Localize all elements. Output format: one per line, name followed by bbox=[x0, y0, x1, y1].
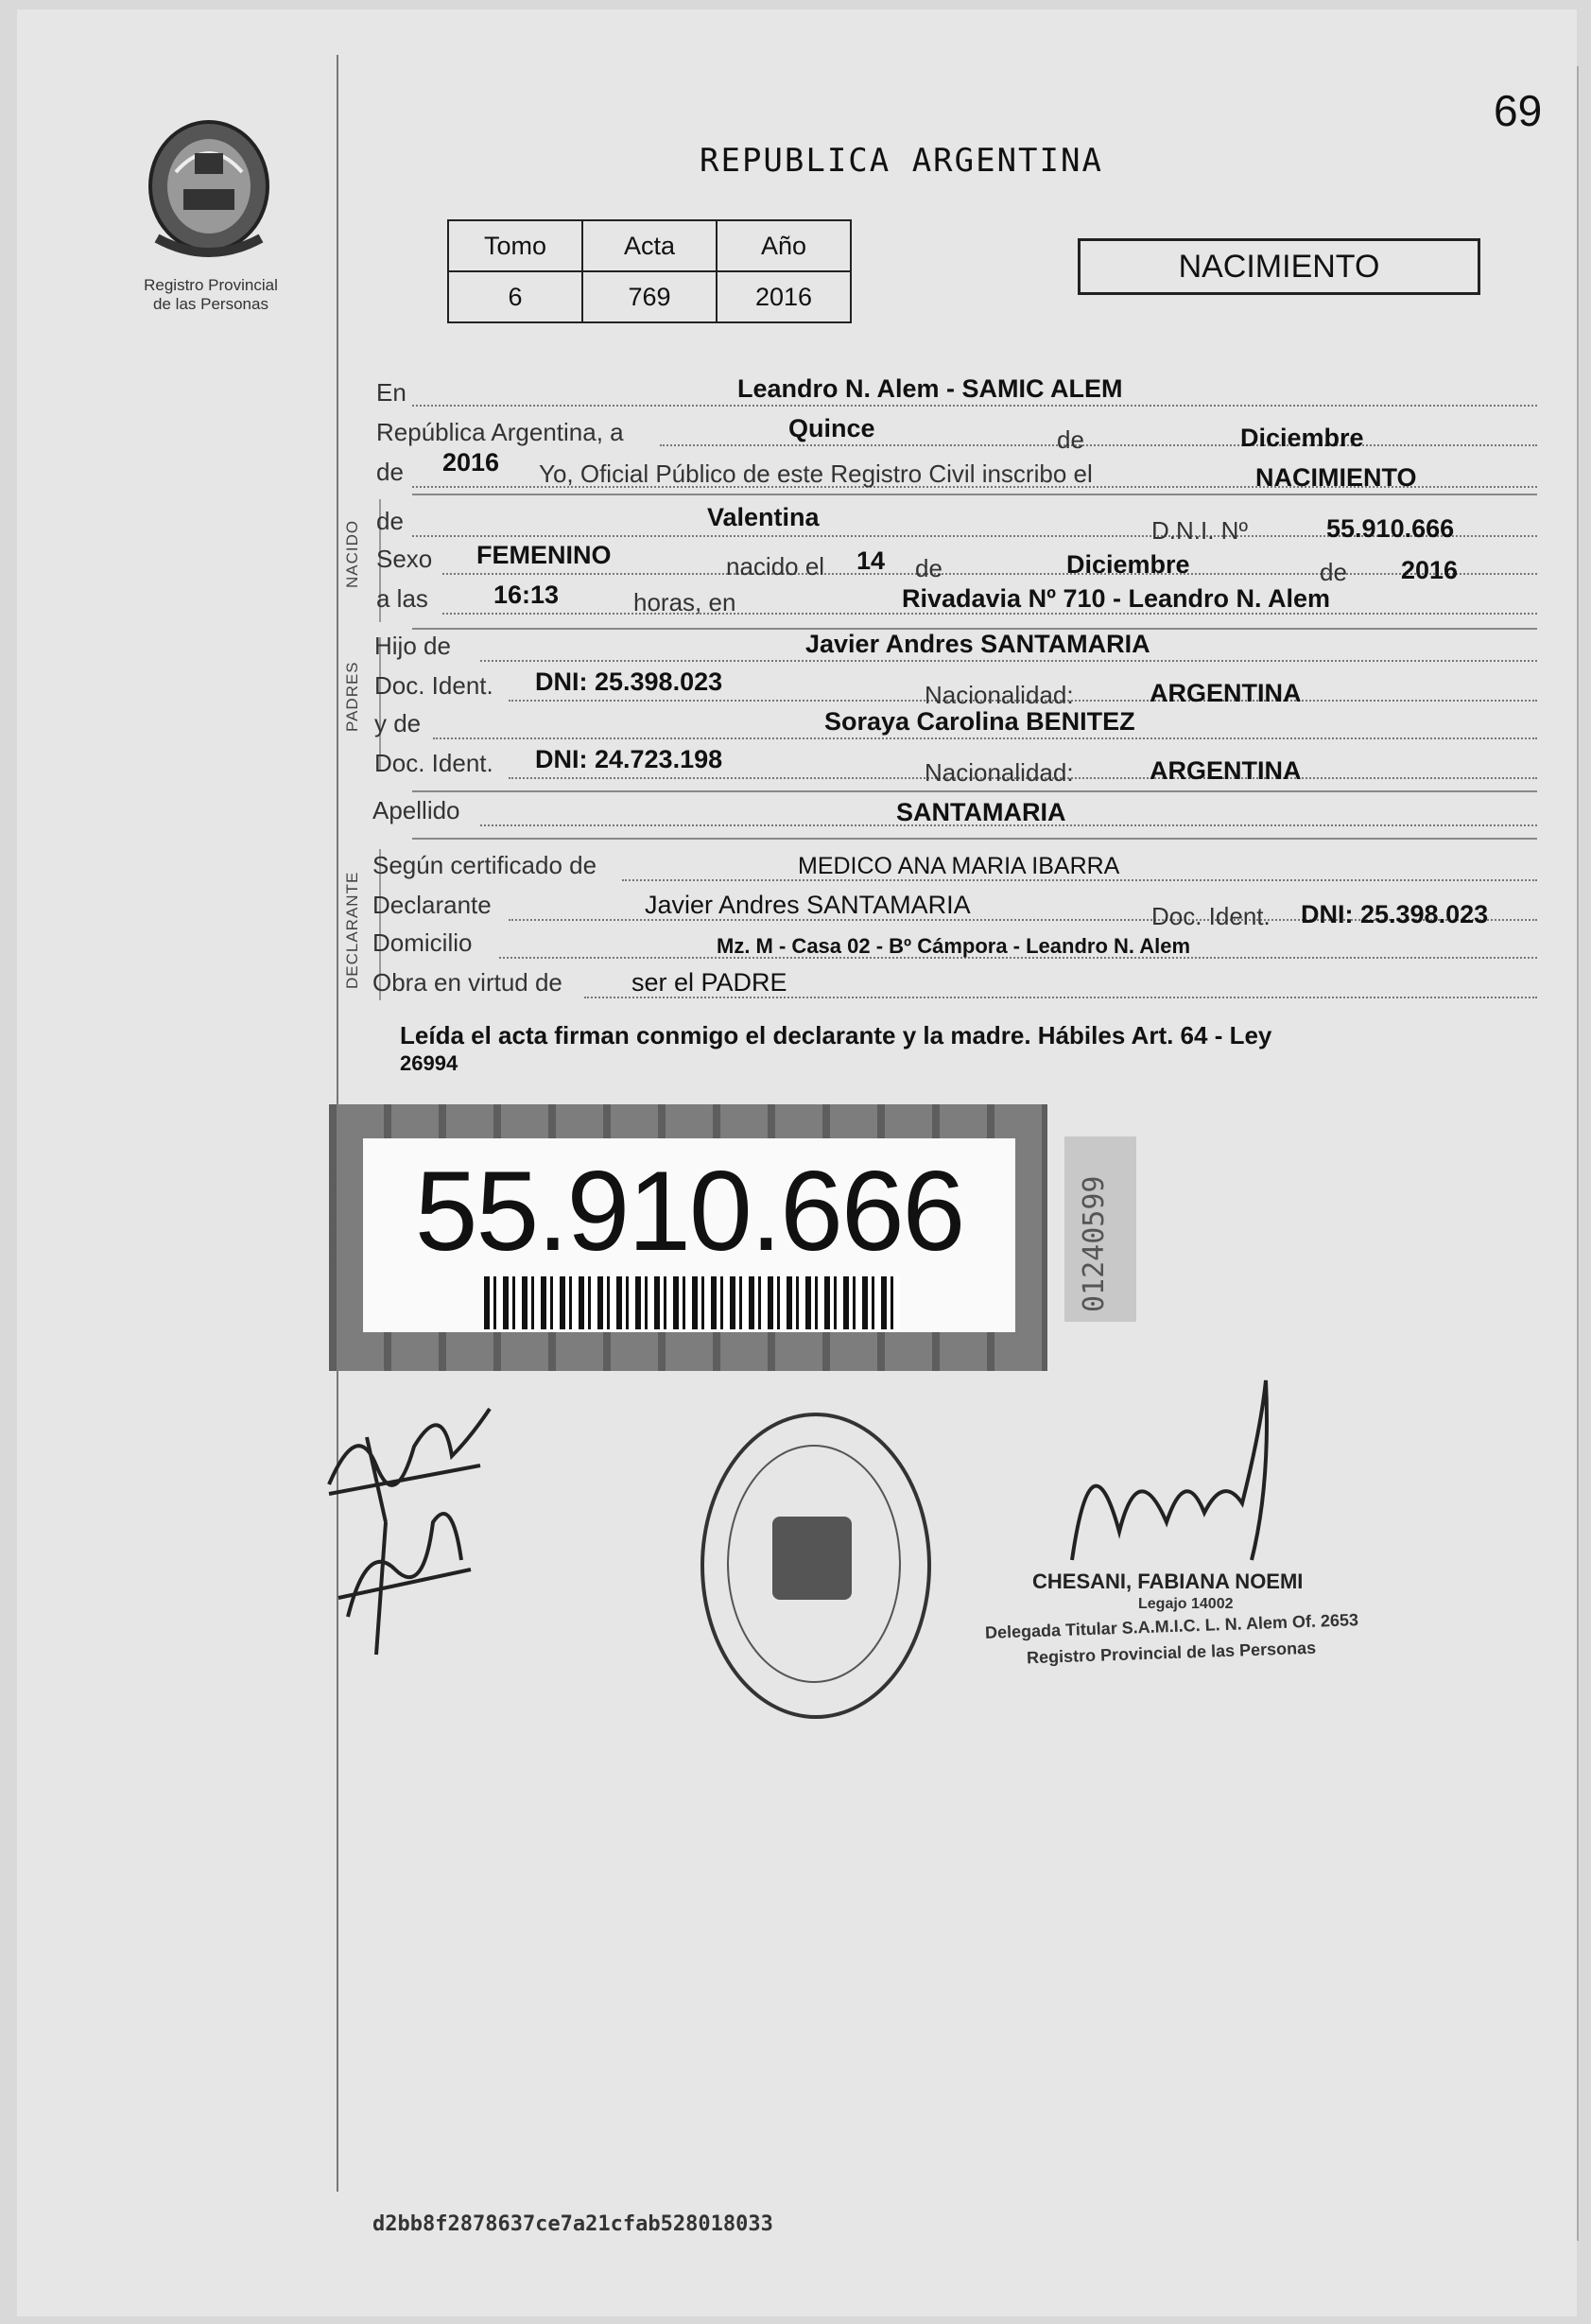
oficial-label: Yo, Oficial Público de este Registro Civil inscribo el bbox=[539, 460, 1093, 488]
yde-label: y de bbox=[374, 709, 422, 737]
birth-place: Rivadavia Nº 710 - Leandro N. Alem bbox=[902, 584, 1331, 613]
birth-month: Diciembre bbox=[1066, 550, 1190, 579]
father-name: Javier Andres SANTAMARIA bbox=[805, 630, 1150, 658]
nacido-section-label: NACIDO bbox=[343, 519, 361, 588]
month-value: Diciembre bbox=[1240, 424, 1364, 452]
horas-label: horas, en bbox=[633, 588, 736, 616]
republica-label: República Argentina, a bbox=[376, 418, 624, 446]
apellido-value: SANTAMARIA bbox=[896, 798, 1066, 826]
birth-year: 2016 bbox=[1401, 556, 1459, 584]
birth-de-label-1: de bbox=[915, 554, 942, 582]
dni-label: D.N.I. Nº bbox=[1151, 516, 1248, 545]
inscribe-value: NACIMIENTO bbox=[1255, 463, 1417, 492]
signature-official-icon bbox=[1063, 1371, 1289, 1598]
sexo-value: FEMENINO bbox=[476, 541, 612, 569]
obra-value: ser el PADRE bbox=[631, 968, 787, 997]
en-value: Leandro N. Alem - SAMIC ALEM bbox=[737, 374, 1123, 403]
sexo-label: Sexo bbox=[376, 545, 433, 573]
table-header-tomo: Tomo bbox=[448, 220, 582, 271]
domicilio-value: Mz. M - Casa 02 - Bº Cámpora - Leandro N. Alem bbox=[717, 934, 1191, 958]
birth-time: 16:13 bbox=[493, 581, 560, 609]
dni-sticker bbox=[329, 1104, 1047, 1371]
barcode-icon bbox=[484, 1276, 900, 1329]
legal-text: Leída el acta firman conmigo el declarante y la madre. Hábiles Art. 64 - Ley 26994 bbox=[400, 1021, 1272, 1075]
republic-title: REPUBLICA ARGENTINA bbox=[700, 142, 1103, 180]
mother-doc: DNI: 24.723.198 bbox=[535, 745, 723, 773]
cert-value: MEDICO ANA MARIA IBARRA bbox=[798, 853, 1120, 879]
obra-label: Obra en virtud de bbox=[372, 968, 562, 997]
tomo-value: 6 bbox=[448, 271, 582, 322]
year-prefix-label: de bbox=[376, 458, 404, 486]
father-doc-label: Doc. Ident. bbox=[374, 671, 493, 700]
de-label: de bbox=[1057, 425, 1084, 454]
year-value: 2016 bbox=[442, 448, 500, 477]
cert-label: Según certificado de bbox=[372, 851, 597, 879]
nacido-de-label: de bbox=[376, 507, 404, 535]
acta-value: 769 bbox=[582, 271, 717, 322]
birth-de-label-2: de bbox=[1320, 558, 1347, 586]
mother-name: Soraya Carolina BENITEZ bbox=[824, 707, 1135, 736]
mother-nationality: ARGENTINA bbox=[1150, 756, 1302, 785]
decl-doc-value: DNI: 25.398.023 bbox=[1301, 900, 1489, 928]
alas-label: a las bbox=[376, 584, 428, 613]
certificate-page bbox=[17, 9, 1577, 2316]
page-number: 69 bbox=[1494, 86, 1543, 135]
record-table bbox=[447, 219, 852, 323]
right-margin-line bbox=[1577, 66, 1579, 2241]
apellido-label: Apellido bbox=[372, 796, 460, 824]
official-name: CHESANI, FABIANA NOEMI bbox=[1032, 1570, 1304, 1593]
declarante-section-label: DECLARANTE bbox=[343, 871, 361, 989]
official-registry: Registro Provincial de las Personas bbox=[1026, 1638, 1317, 1668]
child-name: Valentina bbox=[707, 503, 820, 531]
mother-doc-label: Doc. Ident. bbox=[374, 749, 493, 777]
child-dni: 55.910.666 bbox=[1326, 514, 1455, 543]
official-title: Delegada Titular S.A.M.I.C. L. N. Alem Of. 2653 bbox=[984, 1610, 1359, 1642]
mother-nat-label: Nacionalidad: bbox=[925, 758, 1074, 787]
sticker-dni-number: 55.910.666 bbox=[414, 1148, 964, 1275]
hijo-de-label: Hijo de bbox=[374, 632, 451, 660]
table-header-ano: Año bbox=[717, 220, 851, 271]
domicilio-label: Domicilio bbox=[372, 928, 473, 957]
ano-value: 2016 bbox=[717, 271, 851, 322]
nacido-el-label: nacido el bbox=[726, 552, 825, 581]
record-type-box: NACIMIENTO bbox=[1078, 238, 1480, 295]
table-header-acta: Acta bbox=[582, 220, 717, 271]
father-nationality: ARGENTINA bbox=[1150, 679, 1302, 707]
birth-day: 14 bbox=[856, 546, 886, 575]
sticker-serial: 01240599 bbox=[1078, 1175, 1111, 1312]
declarante-label: Declarante bbox=[372, 891, 492, 919]
father-doc: DNI: 25.398.023 bbox=[535, 668, 723, 696]
signature-declarante-icon bbox=[310, 1380, 509, 1664]
official-legajo: Legajo 14002 bbox=[1138, 1596, 1234, 1612]
misiones-coat-of-arms-icon bbox=[138, 115, 280, 267]
sticker-serial-tag bbox=[1064, 1136, 1136, 1322]
father-nat-label: Nacionalidad: bbox=[925, 681, 1074, 709]
day-value: Quince bbox=[788, 414, 875, 442]
en-label: En bbox=[376, 378, 406, 407]
document-hash: d2bb8f2878637ce7a21cfab528018033 bbox=[372, 2212, 773, 2236]
declarante-value: Javier Andres SANTAMARIA bbox=[645, 891, 971, 919]
decl-doc-label: Doc. Ident. bbox=[1151, 902, 1271, 930]
padres-section-label: PADRES bbox=[343, 661, 361, 732]
official-seal-icon bbox=[700, 1413, 931, 1719]
logo-caption: Registro Provincial de las Personas bbox=[144, 276, 278, 313]
